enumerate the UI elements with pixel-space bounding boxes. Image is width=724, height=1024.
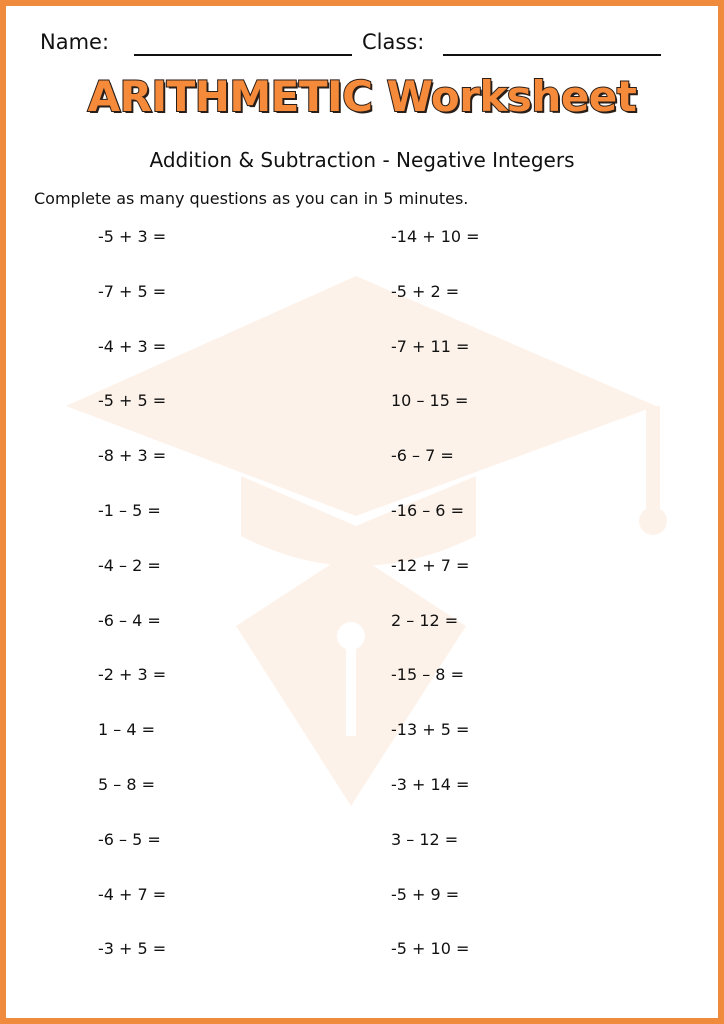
question-item: -8 + 3 = (98, 446, 167, 466)
question-item: -5 + 5 = (98, 391, 167, 411)
question-item: -7 + 5 = (98, 281, 167, 301)
class-label: Class: (362, 30, 425, 54)
question-item: -5 + 2 = (391, 281, 460, 301)
question-item: -5 + 10 = (391, 939, 470, 959)
question-item: -3 + 14 = (391, 774, 470, 794)
question-item: -4 – 2 = (98, 555, 161, 575)
question-item: 1 – 4 = (98, 720, 156, 740)
question-item: 5 – 8 = (98, 774, 156, 794)
question-item: -12 + 7 = (391, 555, 470, 575)
question-item: -16 – 6 = (391, 500, 464, 520)
question-item: -6 – 4 = (98, 610, 161, 630)
question-item: -14 + 10 = (391, 227, 480, 246)
question-item: -15 – 8 = (391, 665, 464, 685)
name-label: Name: (40, 30, 110, 54)
question-item: -6 – 5 = (98, 829, 161, 849)
question-item: 10 – 15 = (391, 391, 469, 411)
question-item: -6 – 7 = (391, 446, 454, 466)
question-item: -2 + 3 = (98, 665, 167, 685)
question-item: -4 + 3 = (98, 336, 167, 356)
questions-column-left (98, 227, 166, 994)
worksheet-title: ARITHMETIC Worksheet (87, 72, 637, 121)
question-item: 3 – 12 = (391, 829, 459, 849)
class-field[interactable] (443, 54, 661, 56)
worksheet-subtitle: Addition & Subtraction - Negative Integers (149, 148, 575, 172)
question-item: -3 + 5 = (98, 939, 167, 959)
question-item: -5 + 9 = (391, 884, 460, 904)
questions-column-right (391, 227, 480, 994)
name-field[interactable] (134, 54, 352, 56)
question-item: -5 + 3 = (98, 227, 167, 246)
question-item: -4 + 7 = (98, 884, 167, 904)
instructions-text: Complete as many questions as you can in 5 minutes. (34, 189, 469, 208)
question-item: 2 – 12 = (391, 610, 459, 630)
question-item: -7 + 11 = (391, 336, 470, 356)
student-info-row (36, 24, 676, 64)
question-item: -13 + 5 = (391, 720, 470, 740)
question-item: -1 – 5 = (98, 500, 161, 520)
